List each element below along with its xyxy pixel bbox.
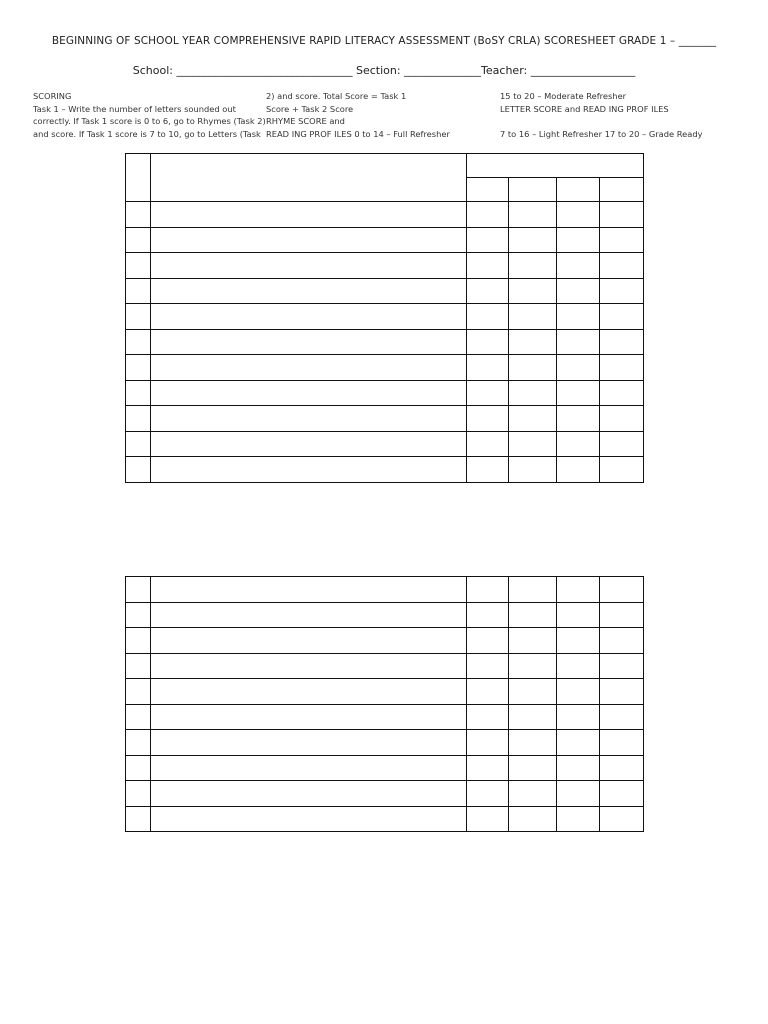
score-subheader-cell xyxy=(467,178,509,202)
table-row xyxy=(126,704,644,730)
score-cell[interactable] xyxy=(467,406,509,432)
number-cell[interactable] xyxy=(126,602,151,628)
score-cell[interactable] xyxy=(557,253,600,279)
score-cell[interactable] xyxy=(509,679,557,705)
score-cell[interactable] xyxy=(509,755,557,781)
score-cell[interactable] xyxy=(600,704,644,730)
score-cell[interactable] xyxy=(600,355,644,381)
learner-name-cell[interactable] xyxy=(151,380,467,406)
score-cell[interactable] xyxy=(509,355,557,381)
learner-name-cell[interactable] xyxy=(151,781,467,807)
score-cell[interactable] xyxy=(600,577,644,603)
scoring-line: correctly. If Task 1 score is 0 to 6, go to Rhymes (Task 2) xyxy=(33,116,266,126)
table-row xyxy=(126,278,644,304)
learner-name-cell[interactable] xyxy=(151,704,467,730)
score-cell[interactable] xyxy=(557,304,600,330)
number-cell[interactable] xyxy=(126,329,151,355)
number-cell[interactable] xyxy=(126,355,151,381)
learner-name-cell[interactable] xyxy=(151,304,467,330)
table-row xyxy=(126,253,644,279)
number-cell[interactable] xyxy=(126,406,151,432)
table-row xyxy=(126,304,644,330)
score-cell[interactable] xyxy=(467,577,509,603)
number-cell[interactable] xyxy=(126,653,151,679)
score-cell[interactable] xyxy=(600,755,644,781)
learner-name-cell[interactable] xyxy=(151,457,467,483)
table-header-row xyxy=(126,154,644,178)
number-header-cell xyxy=(126,154,151,202)
score-cell[interactable] xyxy=(509,602,557,628)
scoring-line: Score + Task 2 Score xyxy=(266,103,354,114)
score-cell[interactable] xyxy=(509,806,557,832)
score-cell[interactable] xyxy=(509,380,557,406)
number-cell[interactable] xyxy=(126,577,151,603)
score-cell[interactable] xyxy=(557,227,600,253)
score-cell[interactable] xyxy=(467,227,509,253)
score-cell[interactable] xyxy=(557,704,600,730)
score-cell[interactable] xyxy=(467,730,509,756)
score-subheader-cell xyxy=(509,178,557,202)
score-cell[interactable] xyxy=(509,577,557,603)
scoring-instructions-column-1 xyxy=(33,90,266,140)
scoring-instructions-column-2 xyxy=(266,90,450,140)
scoring-line: LETTER SCORE and READ ING PROF ILES xyxy=(500,103,669,114)
score-cell[interactable] xyxy=(557,457,600,483)
score-cell[interactable] xyxy=(467,628,509,654)
score-cell[interactable] xyxy=(557,653,600,679)
score-cell[interactable] xyxy=(467,704,509,730)
score-cell[interactable] xyxy=(509,202,557,228)
score-cell[interactable] xyxy=(509,704,557,730)
score-cell[interactable] xyxy=(467,679,509,705)
number-cell[interactable] xyxy=(126,278,151,304)
number-cell[interactable] xyxy=(126,431,151,457)
table-row xyxy=(126,329,644,355)
score-cell[interactable] xyxy=(600,431,644,457)
score-cell[interactable] xyxy=(557,355,600,381)
score-cell[interactable] xyxy=(467,602,509,628)
score-cell[interactable] xyxy=(600,679,644,705)
scoring-line: READ ING PROF ILES 0 to 14 – Full Refresher xyxy=(266,128,450,139)
learner-name-cell[interactable] xyxy=(151,227,467,253)
score-table-1 xyxy=(125,153,644,483)
score-cell[interactable] xyxy=(600,380,644,406)
scores-group-header-cell xyxy=(467,154,644,178)
score-cell[interactable] xyxy=(600,227,644,253)
score-cell[interactable] xyxy=(600,602,644,628)
score-cell[interactable] xyxy=(467,781,509,807)
score-cell[interactable] xyxy=(467,457,509,483)
scoring-line: Task 1 – Write the number of letters sounded out xyxy=(33,103,236,114)
table-row xyxy=(126,755,644,781)
score-cell[interactable] xyxy=(467,304,509,330)
score-cell[interactable] xyxy=(467,253,509,279)
table-row xyxy=(126,628,644,654)
score-cell[interactable] xyxy=(600,457,644,483)
table-row xyxy=(126,730,644,756)
score-cell[interactable] xyxy=(557,380,600,406)
table-row xyxy=(126,653,644,679)
number-cell[interactable] xyxy=(126,227,151,253)
table-row xyxy=(126,577,644,603)
score-cell[interactable] xyxy=(557,406,600,432)
number-cell[interactable] xyxy=(126,806,151,832)
score-cell[interactable] xyxy=(509,457,557,483)
table-row xyxy=(126,602,644,628)
learner-name-cell[interactable] xyxy=(151,730,467,756)
score-cell[interactable] xyxy=(467,806,509,832)
score-cell[interactable] xyxy=(557,730,600,756)
score-cell[interactable] xyxy=(600,202,644,228)
score-cell[interactable] xyxy=(600,653,644,679)
learner-name-cell[interactable] xyxy=(151,653,467,679)
score-cell[interactable] xyxy=(557,781,600,807)
scoring-line: RHYME SCORE and xyxy=(266,116,345,126)
learner-name-cell[interactable] xyxy=(151,755,467,781)
score-cell[interactable] xyxy=(509,431,557,457)
score-cell[interactable] xyxy=(467,755,509,781)
scoresheet-title: BEGINNING OF SCHOOL YEAR COMPREHENSIVE RAPID LITERACY ASSESSMENT (BoSY CRLA) SCORESHEET GRADE 1 – _______ xyxy=(51,35,717,47)
score-cell[interactable] xyxy=(509,653,557,679)
number-cell[interactable] xyxy=(126,202,151,228)
table-row xyxy=(126,202,644,228)
score-cell[interactable] xyxy=(600,253,644,279)
table-row xyxy=(126,457,644,483)
score-cell[interactable] xyxy=(557,602,600,628)
scoring-line: SCORING xyxy=(33,91,72,101)
score-cell[interactable] xyxy=(557,278,600,304)
scoring-line: 2) and score. Total Score = Task 1 xyxy=(266,91,407,101)
learner-name-cell[interactable] xyxy=(151,278,467,304)
number-cell[interactable] xyxy=(126,380,151,406)
score-cell[interactable] xyxy=(509,628,557,654)
score-cell[interactable] xyxy=(557,628,600,654)
number-cell[interactable] xyxy=(126,457,151,483)
score-cell[interactable] xyxy=(557,431,600,457)
score-cell[interactable] xyxy=(509,730,557,756)
reading-profile-legend xyxy=(500,90,703,140)
score-cell[interactable] xyxy=(509,406,557,432)
table-row xyxy=(126,806,644,832)
score-cell[interactable] xyxy=(467,355,509,381)
number-cell[interactable] xyxy=(126,628,151,654)
learner-name-header-cell xyxy=(151,154,467,202)
score-cell[interactable] xyxy=(557,679,600,705)
score-cell[interactable] xyxy=(600,329,644,355)
score-cell[interactable] xyxy=(557,577,600,603)
scoring-line: 7 to 16 – Light Refresher 17 to 20 – Grade Ready xyxy=(500,128,703,139)
number-cell[interactable] xyxy=(126,679,151,705)
number-cell[interactable] xyxy=(126,253,151,279)
learner-name-cell[interactable] xyxy=(151,679,467,705)
number-cell[interactable] xyxy=(126,704,151,730)
score-cell[interactable] xyxy=(600,628,644,654)
score-cell[interactable] xyxy=(557,806,600,832)
score-cell[interactable] xyxy=(557,202,600,228)
learner-name-cell[interactable] xyxy=(151,406,467,432)
learner-name-cell[interactable] xyxy=(151,806,467,832)
learner-name-cell[interactable] xyxy=(151,329,467,355)
table-row xyxy=(126,380,644,406)
score-cell[interactable] xyxy=(467,202,509,228)
number-cell[interactable] xyxy=(126,755,151,781)
table-row xyxy=(126,679,644,705)
number-cell[interactable] xyxy=(126,730,151,756)
score-cell[interactable] xyxy=(509,227,557,253)
score-cell[interactable] xyxy=(509,781,557,807)
learner-name-cell[interactable] xyxy=(151,628,467,654)
score-cell[interactable] xyxy=(557,329,600,355)
number-cell[interactable] xyxy=(126,304,151,330)
score-cell[interactable] xyxy=(509,278,557,304)
scoring-line xyxy=(500,115,703,128)
score-subheader-cell xyxy=(600,178,644,202)
scoring-line: 15 to 20 – Moderate Refresher xyxy=(500,91,627,101)
score-cell[interactable] xyxy=(557,755,600,781)
table-row xyxy=(126,406,644,432)
score-cell[interactable] xyxy=(467,653,509,679)
score-cell[interactable] xyxy=(600,730,644,756)
score-cell[interactable] xyxy=(467,329,509,355)
score-cell[interactable] xyxy=(600,278,644,304)
score-cell[interactable] xyxy=(467,431,509,457)
number-cell[interactable] xyxy=(126,781,151,807)
table-row xyxy=(126,431,644,457)
learner-name-cell[interactable] xyxy=(151,431,467,457)
score-cell[interactable] xyxy=(600,806,644,832)
score-cell[interactable] xyxy=(509,253,557,279)
score-cell[interactable] xyxy=(600,304,644,330)
score-subheader-cell xyxy=(557,178,600,202)
learner-name-cell[interactable] xyxy=(151,577,467,603)
score-cell[interactable] xyxy=(467,278,509,304)
scoring-line: and score. If Task 1 score is 7 to 10, go to Letters (Task xyxy=(33,128,261,139)
table-row xyxy=(126,781,644,807)
score-cell[interactable] xyxy=(600,406,644,432)
learner-name-cell[interactable] xyxy=(151,355,467,381)
learner-name-cell[interactable] xyxy=(151,253,467,279)
score-cell[interactable] xyxy=(600,781,644,807)
school-section-teacher-line: School: ________________________________ Section: ______________Teacher: ___________________ xyxy=(132,64,636,77)
score-cell[interactable] xyxy=(467,380,509,406)
table-row xyxy=(126,355,644,381)
score-table-2 xyxy=(125,576,644,832)
learner-name-cell[interactable] xyxy=(151,602,467,628)
score-cell[interactable] xyxy=(509,329,557,355)
learner-name-cell[interactable] xyxy=(151,202,467,228)
score-cell[interactable] xyxy=(509,304,557,330)
table-row xyxy=(126,227,644,253)
